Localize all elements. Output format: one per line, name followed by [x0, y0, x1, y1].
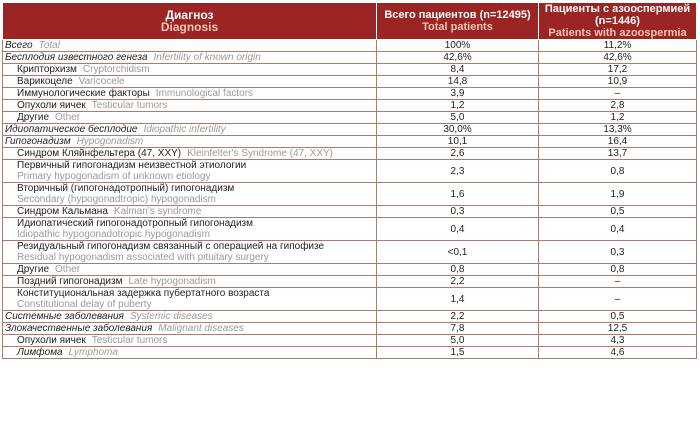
azoo-cell: 11,2%	[539, 40, 697, 52]
table-row	[3, 264, 697, 276]
azoo-cell: 10,9	[539, 76, 697, 88]
total-cell: 5,0	[377, 335, 539, 347]
total-cell: 1,2	[377, 100, 539, 112]
azoo-cell: 42,6%	[539, 52, 697, 64]
table-row	[3, 183, 697, 206]
header-total-ru: Всего пациентов (n=12495)	[384, 9, 531, 21]
total-cell: 8,4	[377, 64, 539, 76]
table-row	[3, 323, 697, 335]
azoo-cell: 13,7	[539, 148, 697, 160]
header-diagnosis	[3, 3, 377, 40]
azoo-cell: 17,2	[539, 64, 697, 76]
table-row	[3, 218, 697, 241]
total-cell: 3,9	[377, 88, 539, 100]
header-total-en: Total patients	[422, 21, 493, 33]
table-row	[3, 112, 697, 124]
azoo-cell: 0,5	[539, 206, 697, 218]
diagnosis-cell: Крипторхизм Cryptorchidism	[3, 64, 377, 76]
azoo-cell: –	[539, 288, 697, 311]
table-row	[3, 124, 697, 136]
azoo-cell: 1,2	[539, 112, 697, 124]
azoo-cell: 2,8	[539, 100, 697, 112]
diagnosis-cell: Бесплодия известного генеза Infertility of known origin	[3, 52, 377, 64]
azoo-cell: 13,3%	[539, 124, 697, 136]
azoo-cell: 0,8	[539, 264, 697, 276]
table-row	[3, 40, 697, 52]
diagnosis-cell: Другие Other	[3, 264, 377, 276]
diagnosis-cell: Всего Total	[3, 40, 377, 52]
total-cell: 1,6	[377, 183, 539, 206]
total-cell: 2,6	[377, 148, 539, 160]
diagnosis-cell: Идиопатический гипогонадотропный гипогонадизм Idiopathic hypogonadotropic hypogonadism	[3, 218, 377, 241]
header-diagnosis-ru: Диагноз	[165, 8, 214, 22]
diagnosis-cell: Первичный гипогонадизм неизвестной этиологии Primary hypogonadism of unknown etiology	[3, 160, 377, 183]
diagnosis-cell: Другие Other	[3, 112, 377, 124]
diagnosis-cell: Злокачественные заболевания Malignant diseases	[3, 323, 377, 335]
azoo-cell: 12,5	[539, 323, 697, 335]
azoo-cell: 0,4	[539, 218, 697, 241]
diagnosis-cell: Гипогонадизм Hypogonadism	[3, 136, 377, 148]
total-cell: 0,8	[377, 264, 539, 276]
azoo-cell: 0,5	[539, 311, 697, 323]
total-cell: 30,0%	[377, 124, 539, 136]
table-row	[3, 160, 697, 183]
table-row	[3, 148, 697, 160]
table-row	[3, 100, 697, 112]
table-row	[3, 206, 697, 218]
total-cell: 2,2	[377, 276, 539, 288]
azoo-cell: –	[539, 276, 697, 288]
total-cell: <0,1	[377, 241, 539, 264]
total-cell: 2,3	[377, 160, 539, 183]
diagnosis-table	[2, 2, 697, 359]
table-row	[3, 76, 697, 88]
table-row	[3, 288, 697, 311]
total-cell: 1,5	[377, 347, 539, 359]
total-cell: 0,3	[377, 206, 539, 218]
total-cell: 5,0	[377, 112, 539, 124]
azoo-cell: 1,9	[539, 183, 697, 206]
table-header-row	[3, 3, 697, 40]
total-cell: 2,2	[377, 311, 539, 323]
total-cell: 10,1	[377, 136, 539, 148]
diagnosis-cell: Синдром Кляйнфельтера (47, XXY) Kleinfelter's Syndrome (47, XXY)	[3, 148, 377, 160]
total-cell: 14,8	[377, 76, 539, 88]
table-row	[3, 241, 697, 264]
table-row	[3, 276, 697, 288]
header-diagnosis-en: Diagnosis	[160, 20, 219, 34]
diagnosis-cell: Резидуальный гипогонадизм связанный с операцией на гипофизе Residual hypogonadism associated with pituitary surgery	[3, 241, 377, 264]
total-cell: 0,4	[377, 218, 539, 241]
header-azoospermia-patients	[539, 3, 697, 40]
diagnosis-cell: Синдром Кальмана Kalman's syndrome	[3, 206, 377, 218]
header-total-patients	[377, 3, 539, 40]
diagnosis-cell: Опухоли яичек Testicular tumors	[3, 100, 377, 112]
diagnosis-cell: Поздний гипогонадизм Late hypogonadism	[3, 276, 377, 288]
header-azoo-ru: Пациенты с азооспермией (n=1446)	[544, 3, 691, 27]
diagnosis-cell: Иммунологические факторы Immunological factors	[3, 88, 377, 100]
azoo-cell: 4,6	[539, 347, 697, 359]
diagnosis-cell: Идиопатическое бесплодие Idiopathic infertility	[3, 124, 377, 136]
header-azoo-en: Patients with azoospermia	[548, 27, 687, 39]
table-row	[3, 347, 697, 359]
diagnosis-cell: Варикоцеле Varicocele	[3, 76, 377, 88]
table-row	[3, 88, 697, 100]
table-row	[3, 52, 697, 64]
table-row	[3, 311, 697, 323]
total-cell: 42,6%	[377, 52, 539, 64]
azoo-cell: 0,8	[539, 160, 697, 183]
azoo-cell: 4,3	[539, 335, 697, 347]
total-cell: 100%	[377, 40, 539, 52]
table-row	[3, 335, 697, 347]
total-cell: 1,4	[377, 288, 539, 311]
azoo-cell: 0,3	[539, 241, 697, 264]
diagnosis-cell: Лимфома Lymphoma	[3, 347, 377, 359]
diagnosis-cell: Опухоли яичек Testicular tumors	[3, 335, 377, 347]
diagnosis-cell: Системные заболевания Systemic diseases	[3, 311, 377, 323]
table-row	[3, 136, 697, 148]
azoo-cell: 16,4	[539, 136, 697, 148]
azoo-cell: –	[539, 88, 697, 100]
diagnosis-cell: Вторичный (гипогонадотропный) гипогонадизм Secondary (hypogonadtropic) hypogonadism	[3, 183, 377, 206]
diagnosis-cell: Конституциональная задержка пубертатного возраста Constitutional delay of puberty	[3, 288, 377, 311]
total-cell: 7,8	[377, 323, 539, 335]
table-row	[3, 64, 697, 76]
